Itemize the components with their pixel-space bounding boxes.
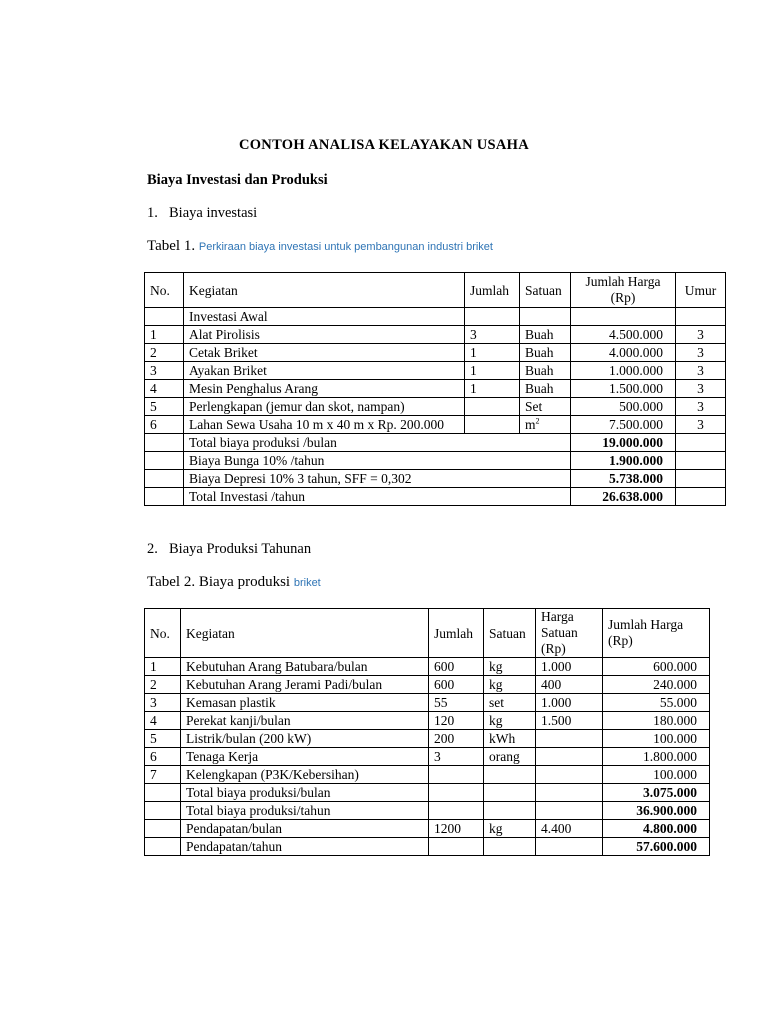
cell-jumlah-harga: 55.000: [603, 694, 710, 712]
cell-no: 2: [145, 676, 181, 694]
table-2-caption-description: briket: [293, 577, 321, 589]
summary-harga-satuan: [536, 802, 603, 820]
summary-harga-satuan: [536, 784, 603, 802]
summary-label: Pendapatan/bulan: [181, 820, 429, 838]
table-2-caption: [147, 574, 321, 591]
cell-satuan: set: [484, 694, 536, 712]
table-row: [145, 748, 710, 766]
cell-no: 2: [145, 344, 184, 362]
section-1-number: 1.: [147, 205, 158, 221]
cell-no: 6: [145, 748, 181, 766]
summary-satuan: [484, 838, 536, 856]
summary-label: Biaya Depresi 10% 3 tahun, SFF = 0,302: [184, 470, 571, 488]
cell-jumlah: 1: [465, 344, 520, 362]
cell-satuan: Buah: [520, 380, 571, 398]
table-row: [145, 676, 710, 694]
header-satuan: Satuan: [520, 273, 571, 308]
cell-jumlah-harga: 600.000: [603, 658, 710, 676]
cell-harga: 7.500.000: [571, 416, 676, 434]
table-row: [145, 766, 710, 784]
header-jumlah-harga: Jumlah Harga (Rp): [571, 273, 676, 308]
summary-label: Pendapatan/tahun: [181, 838, 429, 856]
cell-kegiatan: Kebutuhan Arang Jerami Padi/bulan: [181, 676, 429, 694]
summary-row: [145, 838, 710, 856]
cell-satuan: orang: [484, 748, 536, 766]
header-no: No.: [145, 609, 181, 658]
summary-harga-satuan: 4.400: [536, 820, 603, 838]
table-row: [145, 362, 726, 380]
cell-harga-satuan: 1.000: [536, 658, 603, 676]
cell-kegiatan: Lahan Sewa Usaha 10 m x 40 m x Rp. 200.000: [184, 416, 465, 434]
section-1-title: [147, 205, 257, 222]
investment-table: [144, 272, 726, 506]
cell-kegiatan: Mesin Penghalus Arang: [184, 380, 465, 398]
cell-jumlah-harga: 180.000: [603, 712, 710, 730]
cell-no: 5: [145, 398, 184, 416]
cell-jumlah: 600: [429, 658, 484, 676]
cell-jumlah: [429, 766, 484, 784]
table-row: [145, 712, 710, 730]
table-row: [145, 398, 726, 416]
header-satuan: Satuan: [484, 609, 536, 658]
summary-value: 26.638.000: [571, 488, 676, 506]
table-subheader-row: [145, 308, 726, 326]
table-row: [145, 380, 726, 398]
cell-jumlah: 200: [429, 730, 484, 748]
cell-harga: 4.000.000: [571, 344, 676, 362]
summary-value: 4.800.000: [603, 820, 710, 838]
page-title: CONTOH ANALISA KELAYAKAN USAHA: [238, 137, 530, 153]
cell-jumlah-harga: 240.000: [603, 676, 710, 694]
cell-satuan-unit: m: [525, 417, 536, 432]
cell-jumlah: 600: [429, 676, 484, 694]
summary-satuan: kg: [484, 820, 536, 838]
summary-row: [145, 802, 710, 820]
section-2-number: 2.: [147, 541, 158, 557]
table-row: [145, 326, 726, 344]
cell-jumlah: 1: [465, 362, 520, 380]
cell-satuan: kWh: [484, 730, 536, 748]
cell-jumlah: [465, 398, 520, 416]
cell-satuan: Buah: [520, 362, 571, 380]
summary-label: Total biaya produksi/bulan: [181, 784, 429, 802]
header-harga-satuan: Harga Satuan (Rp): [536, 609, 603, 658]
cell-jumlah: 3: [429, 748, 484, 766]
section-2-label: Biaya Produksi Tahunan: [169, 541, 312, 557]
header-no: No.: [145, 273, 184, 308]
table-row: [145, 416, 726, 434]
cell-harga: 4.500.000: [571, 326, 676, 344]
cell-no: 7: [145, 766, 181, 784]
table-1-caption: [147, 238, 493, 255]
cell-kegiatan: Kemasan plastik: [181, 694, 429, 712]
cell-jumlah: 3: [465, 326, 520, 344]
summary-row: [145, 470, 726, 488]
summary-satuan: [484, 802, 536, 820]
cell-satuan: Set: [520, 398, 571, 416]
header-jumlah: Jumlah: [465, 273, 520, 308]
cell-umur: 3: [676, 398, 726, 416]
cell-no: 5: [145, 730, 181, 748]
section-2-title: [147, 541, 311, 558]
header-jumlah-harga: Jumlah Harga (Rp): [603, 609, 710, 658]
cell-jumlah: 55: [429, 694, 484, 712]
cell-kegiatan: Perekat kanji/bulan: [181, 712, 429, 730]
summary-row: [145, 434, 726, 452]
cell-jumlah-harga: 1.800.000: [603, 748, 710, 766]
cell-kegiatan: Listrik/bulan (200 kW): [181, 730, 429, 748]
production-cost-table: [144, 608, 710, 856]
cell-harga: 500.000: [571, 398, 676, 416]
cell-satuan-superscript: 2: [535, 416, 540, 426]
table-row: [145, 344, 726, 362]
cell-jumlah: [465, 416, 520, 434]
cell-harga-satuan: 400: [536, 676, 603, 694]
summary-row: [145, 488, 726, 506]
summary-value: 1.900.000: [571, 452, 676, 470]
cell-umur: 3: [676, 344, 726, 362]
cell-satuan: Buah: [520, 326, 571, 344]
cell-satuan: [484, 766, 536, 784]
table-row: [145, 730, 710, 748]
cell-no: 6: [145, 416, 184, 434]
summary-jumlah: [429, 802, 484, 820]
summary-label: Biaya Bunga 10% /tahun: [184, 452, 571, 470]
cell-jumlah-harga: 100.000: [603, 730, 710, 748]
table-row: [145, 658, 710, 676]
cell-harga-satuan: [536, 748, 603, 766]
cell-kegiatan: Alat Pirolisis: [184, 326, 465, 344]
subheader-investasi-awal: Investasi Awal: [184, 308, 465, 326]
header-kegiatan: Kegiatan: [184, 273, 465, 308]
cell-satuan: Buah: [520, 344, 571, 362]
summary-value: 5.738.000: [571, 470, 676, 488]
cell-satuan: [520, 416, 571, 434]
summary-jumlah: [429, 838, 484, 856]
table-header-row: [145, 273, 726, 308]
cell-harga-satuan: 1.000: [536, 694, 603, 712]
summary-value: 3.075.000: [603, 784, 710, 802]
cell-jumlah: 120: [429, 712, 484, 730]
section-heading: Biaya Investasi dan Produksi: [147, 172, 328, 188]
cell-harga-satuan: [536, 766, 603, 784]
cell-no: 1: [145, 326, 184, 344]
header-kegiatan: Kegiatan: [181, 609, 429, 658]
header-umur: Umur: [676, 273, 726, 308]
cell-jumlah: 1: [465, 380, 520, 398]
summary-harga-satuan: [536, 838, 603, 856]
cell-umur: 3: [676, 380, 726, 398]
cell-satuan: kg: [484, 658, 536, 676]
cell-harga: 1.500.000: [571, 380, 676, 398]
cell-umur: 3: [676, 416, 726, 434]
table-1-caption-description: Perkiraan biaya investasi untuk pembangunan industri briket: [198, 241, 493, 253]
summary-row: [145, 452, 726, 470]
summary-satuan: [484, 784, 536, 802]
cell-umur: 3: [676, 326, 726, 344]
table-1-caption-prefix: Tabel 1.: [147, 238, 196, 254]
summary-jumlah: 1200: [429, 820, 484, 838]
cell-satuan: kg: [484, 676, 536, 694]
cell-kegiatan: Kebutuhan Arang Batubara/bulan: [181, 658, 429, 676]
summary-value: 36.900.000: [603, 802, 710, 820]
cell-no: 1: [145, 658, 181, 676]
summary-label: Total Investasi /tahun: [184, 488, 571, 506]
table-2-caption-prefix: Tabel 2. Biaya produksi: [147, 574, 291, 590]
summary-value: 57.600.000: [603, 838, 710, 856]
section-1-label: Biaya investasi: [169, 205, 258, 221]
summary-label: Total biaya produksi /bulan: [184, 434, 571, 452]
cell-satuan: kg: [484, 712, 536, 730]
header-jumlah: Jumlah: [429, 609, 484, 658]
cell-harga-satuan: 1.500: [536, 712, 603, 730]
table-row: [145, 694, 710, 712]
cell-no: 4: [145, 712, 181, 730]
cell-no: 3: [145, 362, 184, 380]
cell-umur: 3: [676, 362, 726, 380]
table-header-row: [145, 609, 710, 658]
cell-kegiatan: Perlengkapan (jemur dan skot, nampan): [184, 398, 465, 416]
summary-value: 19.000.000: [571, 434, 676, 452]
cell-no: 3: [145, 694, 181, 712]
summary-label: Total biaya produksi/tahun: [181, 802, 429, 820]
cell-jumlah-harga: 100.000: [603, 766, 710, 784]
summary-row: [145, 820, 710, 838]
cell-harga: 1.000.000: [571, 362, 676, 380]
cell-no: 4: [145, 380, 184, 398]
cell-kegiatan: Ayakan Briket: [184, 362, 465, 380]
cell-kegiatan: Tenaga Kerja: [181, 748, 429, 766]
cell-kegiatan: Cetak Briket: [184, 344, 465, 362]
cell-kegiatan: Kelengkapan (P3K/Kebersihan): [181, 766, 429, 784]
summary-jumlah: [429, 784, 484, 802]
cell-harga-satuan: [536, 730, 603, 748]
summary-row: [145, 784, 710, 802]
